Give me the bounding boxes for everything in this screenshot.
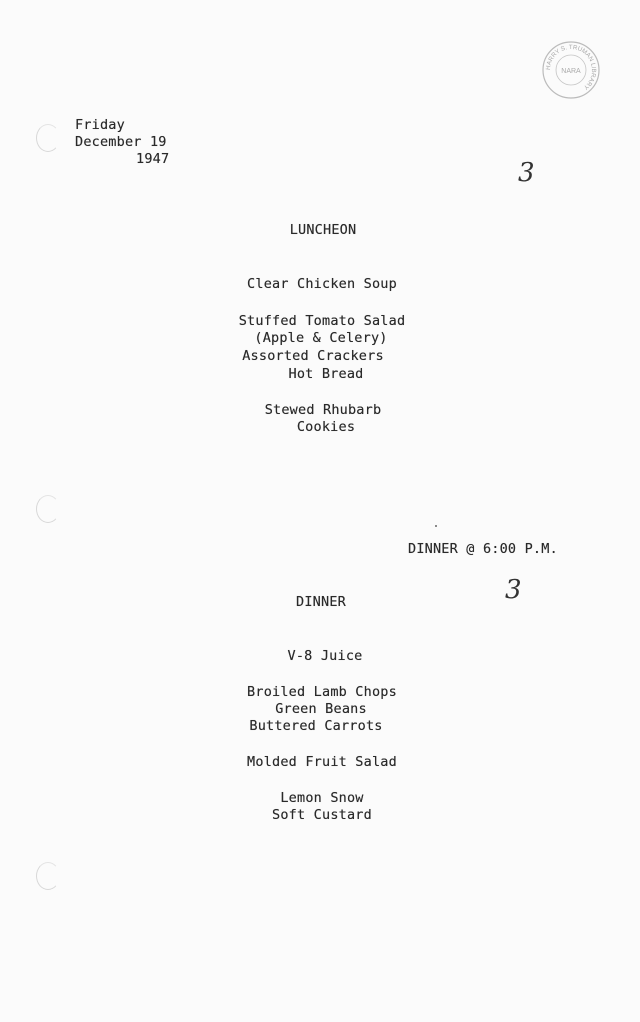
dinner-item: Green Beans [275, 701, 367, 717]
luncheon-item: (Apple & Celery) [254, 330, 388, 346]
archive-stamp [541, 40, 601, 100]
luncheon-heading: LUNCHEON [289, 222, 357, 238]
punch-hole-top [36, 124, 60, 152]
page-number-top: 3 [518, 158, 535, 188]
dinner-item: Broiled Lamb Chops [247, 684, 397, 700]
luncheon-item: Stuffed Tomato Salad [238, 313, 406, 329]
luncheon-item: Assorted Crackers [242, 348, 384, 364]
dinner-item: Buttered Carrots [249, 718, 383, 734]
date-day: Friday [75, 117, 125, 133]
luncheon-item: Stewed Rhubarb [264, 402, 382, 418]
dinner-item: Lemon Snow [280, 790, 364, 806]
luncheon-item: Clear Chicken Soup [247, 276, 397, 292]
dinner-heading: DINNER [296, 594, 346, 610]
punch-hole-middle [36, 495, 60, 523]
date-year: 1947 [136, 151, 170, 167]
paper-speck [435, 525, 437, 527]
luncheon-item: Cookies [296, 419, 356, 435]
dinner-time-note: DINNER @ 6:00 P.M. [408, 541, 558, 557]
stamp-ring-text: HARRY S. TRUMAN LIBRARY [544, 43, 598, 91]
luncheon-item: Hot Bread [288, 366, 364, 382]
stamp-center-text: NARA [561, 68, 581, 75]
punch-hole-bottom [36, 862, 60, 890]
dinner-item: Soft Custard [272, 807, 372, 823]
dinner-item: V-8 Juice [287, 648, 363, 664]
dinner-item: Molded Fruit Salad [247, 754, 397, 770]
date-month-day: December 19 [75, 134, 167, 150]
page-number-dinner: 3 [505, 575, 522, 605]
